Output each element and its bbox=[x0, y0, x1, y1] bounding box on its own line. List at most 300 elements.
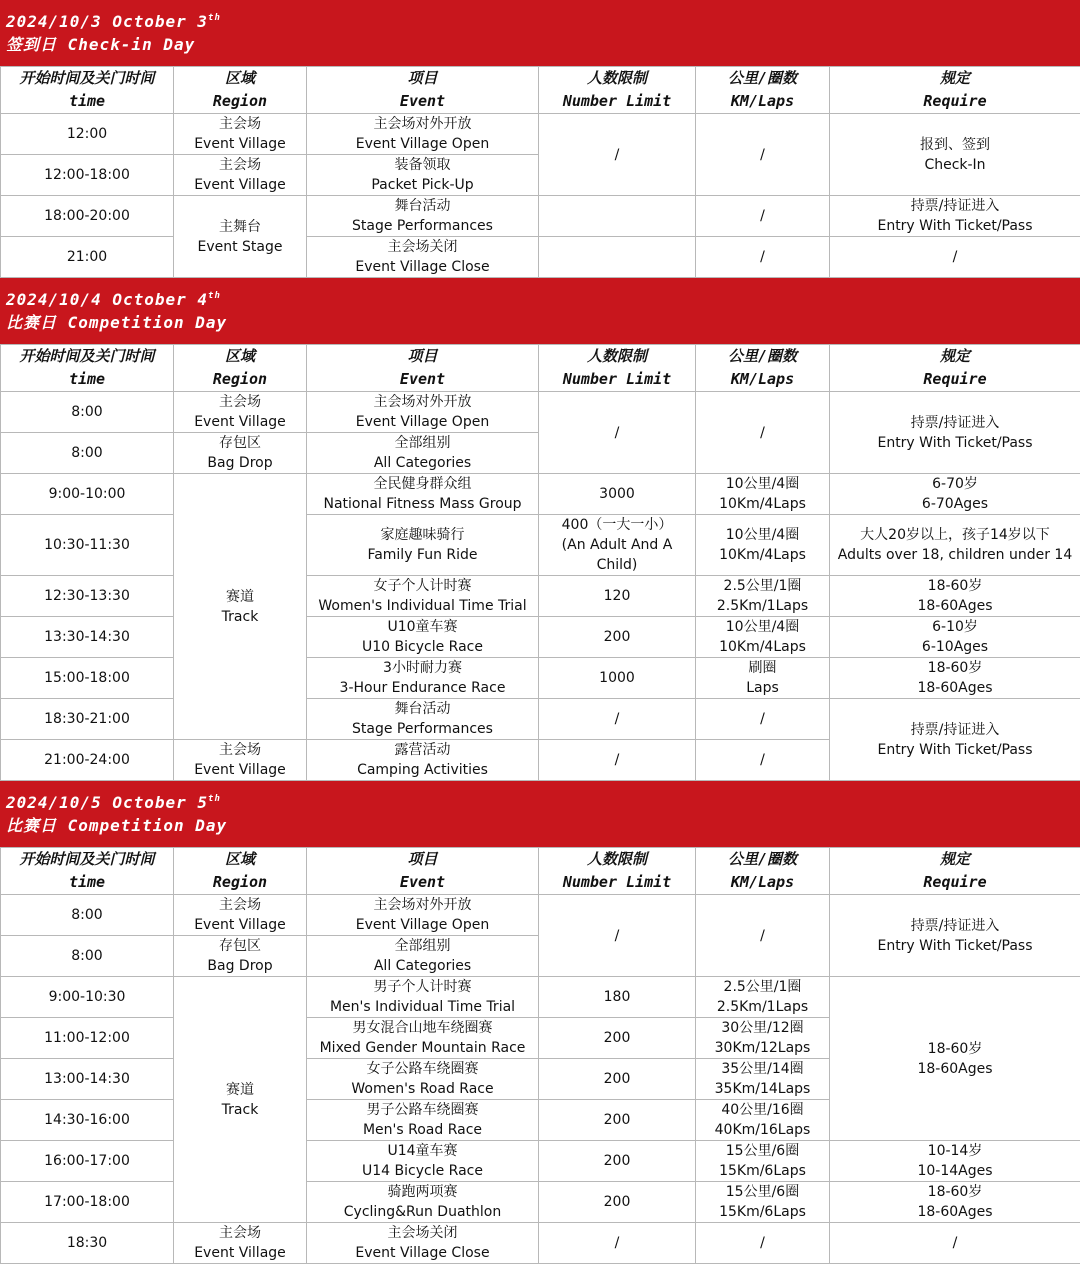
time-cell: 8:00 bbox=[1, 936, 174, 977]
number-limit-cell-line: 1000 bbox=[539, 668, 695, 688]
column-header-zh: 项目 bbox=[307, 345, 538, 368]
event-cell-line: All Categories bbox=[307, 956, 538, 976]
number-limit-cell-line: 200 bbox=[539, 1069, 695, 1089]
number-limit-cell-line: 180 bbox=[539, 987, 695, 1007]
require-cell-line: 持票/持证进入 bbox=[830, 413, 1080, 433]
column-header-zh: 区域 bbox=[174, 345, 306, 368]
km-laps-cell-line: / bbox=[696, 247, 829, 267]
event-cell bbox=[307, 576, 539, 617]
require-cell bbox=[830, 699, 1080, 781]
day-subtitle: 签到日 Check-in Day bbox=[6, 33, 1080, 56]
number-limit-cell bbox=[539, 977, 696, 1018]
number-limit-cell bbox=[539, 895, 696, 977]
column-header-en: Region bbox=[174, 368, 306, 391]
column-header bbox=[830, 345, 1080, 392]
region-cell-line: 存包区 bbox=[174, 936, 306, 956]
region-cell-line: 主会场 bbox=[174, 740, 306, 760]
km-laps-cell bbox=[696, 392, 830, 474]
event-cell-line: 男子个人计时赛 bbox=[307, 977, 538, 997]
region-cell-line: 主会场 bbox=[174, 1223, 306, 1243]
column-header-en: Number Limit bbox=[539, 368, 695, 391]
event-cell bbox=[307, 936, 539, 977]
column-header-en: Event bbox=[307, 90, 538, 113]
require-cell bbox=[830, 895, 1080, 977]
table-row bbox=[1, 977, 1080, 1018]
require-cell-line: 6-70岁 bbox=[830, 474, 1080, 494]
event-cell bbox=[307, 1141, 539, 1182]
column-header-zh: 项目 bbox=[307, 848, 538, 871]
km-laps-cell bbox=[696, 1141, 830, 1182]
time-cell: 13:00-14:30 bbox=[1, 1059, 174, 1100]
event-cell bbox=[307, 515, 539, 576]
region-cell bbox=[174, 1223, 307, 1264]
require-cell-line: 18-60岁 bbox=[830, 576, 1080, 596]
km-laps-cell bbox=[696, 1223, 830, 1264]
number-limit-cell bbox=[539, 1141, 696, 1182]
number-limit-cell bbox=[539, 474, 696, 515]
event-cell-line: Event Village Open bbox=[307, 412, 538, 432]
require-cell bbox=[830, 392, 1080, 474]
region-cell bbox=[174, 196, 307, 278]
column-header-en: Require bbox=[830, 368, 1080, 391]
km-laps-cell bbox=[696, 1018, 830, 1059]
event-cell bbox=[307, 1059, 539, 1100]
require-cell-line: 18-60Ages bbox=[830, 1202, 1080, 1222]
number-limit-cell bbox=[539, 658, 696, 699]
km-laps-cell-line: 2.5Km/1Laps bbox=[696, 596, 829, 616]
table-row bbox=[1, 474, 1080, 515]
header-row bbox=[1, 67, 1080, 114]
km-laps-cell-line: 2.5Km/1Laps bbox=[696, 997, 829, 1017]
km-laps-cell-line: 40公里/16圈 bbox=[696, 1100, 829, 1120]
number-limit-cell-line: 120 bbox=[539, 586, 695, 606]
column-header-zh: 人数限制 bbox=[539, 67, 695, 90]
number-limit-cell-line: (An Adult And A bbox=[539, 535, 695, 555]
require-cell-line: 大人20岁以上，孩子14岁以下 bbox=[830, 525, 1080, 545]
require-cell-line: Adults over 18, children under 14 bbox=[830, 545, 1080, 565]
number-limit-cell-line: / bbox=[539, 423, 695, 443]
event-cell bbox=[307, 658, 539, 699]
time-cell: 8:00 bbox=[1, 433, 174, 474]
event-cell-line: 女子个人计时赛 bbox=[307, 576, 538, 596]
region-cell bbox=[174, 155, 307, 196]
column-header bbox=[174, 67, 307, 114]
event-cell-line: Mixed Gender Mountain Race bbox=[307, 1038, 538, 1058]
km-laps-cell-line: / bbox=[696, 145, 829, 165]
column-header-en: time bbox=[1, 90, 173, 113]
time-cell: 10:30-11:30 bbox=[1, 515, 174, 576]
time-cell: 8:00 bbox=[1, 392, 174, 433]
region-cell bbox=[174, 895, 307, 936]
require-cell-line: Entry With Ticket/Pass bbox=[830, 740, 1080, 760]
number-limit-cell-line: / bbox=[539, 750, 695, 770]
table-row bbox=[1, 1141, 1080, 1182]
event-cell-line: 主会场对外开放 bbox=[307, 114, 538, 134]
column-header-zh: 开始时间及关门时间 bbox=[1, 848, 173, 871]
require-cell-line: / bbox=[830, 247, 1080, 267]
header-row bbox=[1, 848, 1080, 895]
day-section bbox=[0, 781, 1080, 1264]
number-limit-cell bbox=[539, 392, 696, 474]
number-limit-cell bbox=[539, 1223, 696, 1264]
number-limit-cell-line: 200 bbox=[539, 1151, 695, 1171]
number-limit-cell-line: 400（一大一小） bbox=[539, 515, 695, 535]
km-laps-cell-line: / bbox=[696, 206, 829, 226]
event-cell bbox=[307, 392, 539, 433]
time-cell: 13:30-14:30 bbox=[1, 617, 174, 658]
require-cell-line: 6-10岁 bbox=[830, 617, 1080, 637]
require-cell-line: 18-60Ages bbox=[830, 596, 1080, 616]
column-header bbox=[539, 848, 696, 895]
event-cell bbox=[307, 1100, 539, 1141]
event-cell bbox=[307, 114, 539, 155]
region-cell-line: Event Village bbox=[174, 134, 306, 154]
km-laps-cell-line: 2.5公里/1圈 bbox=[696, 576, 829, 596]
day-date bbox=[6, 288, 1080, 311]
column-header-zh: 规定 bbox=[830, 345, 1080, 368]
region-cell-line: Track bbox=[174, 1100, 306, 1120]
event-cell-line: Men's Individual Time Trial bbox=[307, 997, 538, 1017]
event-cell-line: 男女混合山地车绕圈赛 bbox=[307, 1018, 538, 1038]
table-row bbox=[1, 237, 1080, 278]
require-cell-line: 18-60岁 bbox=[830, 1182, 1080, 1202]
require-cell-line: 6-10Ages bbox=[830, 637, 1080, 657]
event-cell bbox=[307, 740, 539, 781]
table-row bbox=[1, 114, 1080, 155]
km-laps-cell bbox=[696, 114, 830, 196]
region-cell-line: 赛道 bbox=[174, 1080, 306, 1100]
require-cell bbox=[830, 474, 1080, 515]
column-header-en: Number Limit bbox=[539, 871, 695, 894]
require-cell bbox=[830, 196, 1080, 237]
km-laps-cell-line: 40Km/16Laps bbox=[696, 1120, 829, 1140]
column-header-en: KM/Laps bbox=[696, 368, 829, 391]
region-cell-line: Bag Drop bbox=[174, 956, 306, 976]
require-cell bbox=[830, 1182, 1080, 1223]
column-header bbox=[174, 848, 307, 895]
column-header bbox=[1, 848, 174, 895]
km-laps-cell-line: Laps bbox=[696, 678, 829, 698]
column-header-en: time bbox=[1, 871, 173, 894]
event-cell-line: 女子公路车绕圈赛 bbox=[307, 1059, 538, 1079]
km-laps-cell bbox=[696, 977, 830, 1018]
require-cell-line: 10-14岁 bbox=[830, 1141, 1080, 1161]
column-header-zh: 区域 bbox=[174, 67, 306, 90]
day-banner bbox=[0, 781, 1080, 847]
event-cell-line: 全部组别 bbox=[307, 433, 538, 453]
schedule-table bbox=[0, 344, 1080, 781]
require-cell-line: 6-70Ages bbox=[830, 494, 1080, 514]
km-laps-cell-line: / bbox=[696, 709, 829, 729]
event-cell-line: Packet Pick-Up bbox=[307, 175, 538, 195]
region-cell-line: 主会场 bbox=[174, 895, 306, 915]
event-cell-line: 全民健身群众组 bbox=[307, 474, 538, 494]
km-laps-cell-line: 10公里/4圈 bbox=[696, 474, 829, 494]
day-date-suffix: th bbox=[208, 794, 221, 804]
require-cell bbox=[830, 1223, 1080, 1264]
event-cell-line: 主会场对外开放 bbox=[307, 392, 538, 412]
day-subtitle: 比赛日 Competition Day bbox=[6, 311, 1080, 334]
km-laps-cell bbox=[696, 617, 830, 658]
day-section bbox=[0, 278, 1080, 781]
region-cell bbox=[174, 936, 307, 977]
column-header bbox=[539, 345, 696, 392]
column-header-en: Event bbox=[307, 368, 538, 391]
event-cell-line: Family Fun Ride bbox=[307, 545, 538, 565]
number-limit-cell bbox=[539, 1018, 696, 1059]
event-cell-line: Stage Performances bbox=[307, 216, 538, 236]
time-cell: 21:00 bbox=[1, 237, 174, 278]
event-cell bbox=[307, 617, 539, 658]
table-row bbox=[1, 895, 1080, 936]
require-cell-line: 持票/持证进入 bbox=[830, 916, 1080, 936]
event-cell-line: All Categories bbox=[307, 453, 538, 473]
number-limit-cell bbox=[539, 740, 696, 781]
km-laps-cell-line: 15公里/6圈 bbox=[696, 1182, 829, 1202]
km-laps-cell bbox=[696, 474, 830, 515]
schedule-table bbox=[0, 66, 1080, 278]
km-laps-cell bbox=[696, 576, 830, 617]
time-cell: 12:00 bbox=[1, 114, 174, 155]
require-cell bbox=[830, 1141, 1080, 1182]
region-cell-line: Event Village bbox=[174, 1243, 306, 1263]
event-cell-line: Women's Individual Time Trial bbox=[307, 596, 538, 616]
table-row bbox=[1, 196, 1080, 237]
region-cell-line: 主会场 bbox=[174, 155, 306, 175]
km-laps-cell-line: / bbox=[696, 926, 829, 946]
require-cell-line: Entry With Ticket/Pass bbox=[830, 936, 1080, 956]
km-laps-cell bbox=[696, 196, 830, 237]
table-row bbox=[1, 699, 1080, 740]
time-cell: 8:00 bbox=[1, 895, 174, 936]
column-header-zh: 公里/圈数 bbox=[696, 67, 829, 90]
km-laps-cell-line: 2.5公里/1圈 bbox=[696, 977, 829, 997]
region-cell-line: Event Village bbox=[174, 760, 306, 780]
number-limit-cell-line: Child) bbox=[539, 555, 695, 575]
time-cell: 18:30-21:00 bbox=[1, 699, 174, 740]
time-cell: 11:00-12:00 bbox=[1, 1018, 174, 1059]
km-laps-cell-line: 10公里/4圈 bbox=[696, 525, 829, 545]
column-header-zh: 项目 bbox=[307, 67, 538, 90]
km-laps-cell-line: / bbox=[696, 423, 829, 443]
column-header bbox=[307, 848, 539, 895]
time-cell: 14:30-16:00 bbox=[1, 1100, 174, 1141]
km-laps-cell-line: 15Km/6Laps bbox=[696, 1161, 829, 1181]
require-cell bbox=[830, 114, 1080, 196]
event-cell-line: U14童车赛 bbox=[307, 1141, 538, 1161]
km-laps-cell-line: / bbox=[696, 1233, 829, 1253]
number-limit-cell bbox=[539, 237, 696, 278]
column-header bbox=[1, 67, 174, 114]
event-cell-line: 骑跑两项赛 bbox=[307, 1182, 538, 1202]
event-cell-line: 主会场对外开放 bbox=[307, 895, 538, 915]
column-header bbox=[539, 67, 696, 114]
number-limit-cell bbox=[539, 699, 696, 740]
region-cell-line: 赛道 bbox=[174, 587, 306, 607]
column-header-en: Require bbox=[830, 90, 1080, 113]
event-cell-line: 家庭趣味骑行 bbox=[307, 525, 538, 545]
event-cell bbox=[307, 155, 539, 196]
column-header-en: Require bbox=[830, 871, 1080, 894]
column-header-zh: 规定 bbox=[830, 67, 1080, 90]
event-cell-line: 装备领取 bbox=[307, 155, 538, 175]
column-header-en: time bbox=[1, 368, 173, 391]
region-cell bbox=[174, 392, 307, 433]
table-row bbox=[1, 1223, 1080, 1264]
region-cell-line: Event Village bbox=[174, 915, 306, 935]
number-limit-cell bbox=[539, 196, 696, 237]
event-cell-line: Cycling&Run Duathlon bbox=[307, 1202, 538, 1222]
event-cell bbox=[307, 1223, 539, 1264]
table-row bbox=[1, 515, 1080, 576]
table-row bbox=[1, 392, 1080, 433]
column-header-en: Event bbox=[307, 871, 538, 894]
time-cell: 21:00-24:00 bbox=[1, 740, 174, 781]
km-laps-cell bbox=[696, 1100, 830, 1141]
require-cell-line: 18-60Ages bbox=[830, 678, 1080, 698]
km-laps-cell-line: 10Km/4Laps bbox=[696, 545, 829, 565]
km-laps-cell bbox=[696, 895, 830, 977]
event-cell bbox=[307, 237, 539, 278]
column-header bbox=[174, 345, 307, 392]
event-cell bbox=[307, 433, 539, 474]
require-cell bbox=[830, 237, 1080, 278]
day-subtitle: 比赛日 Competition Day bbox=[6, 814, 1080, 837]
column-header bbox=[1, 345, 174, 392]
time-cell: 12:30-13:30 bbox=[1, 576, 174, 617]
column-header-zh: 公里/圈数 bbox=[696, 848, 829, 871]
number-limit-cell-line: 3000 bbox=[539, 484, 695, 504]
km-laps-cell bbox=[696, 1182, 830, 1223]
region-cell-line: 主舞台 bbox=[174, 217, 306, 237]
region-cell-line: 存包区 bbox=[174, 433, 306, 453]
event-cell-line: 主会场关闭 bbox=[307, 1223, 538, 1243]
require-cell bbox=[830, 617, 1080, 658]
day-date-suffix: th bbox=[208, 291, 221, 301]
region-cell bbox=[174, 474, 307, 740]
km-laps-cell-line: 10Km/4Laps bbox=[696, 494, 829, 514]
table-row bbox=[1, 658, 1080, 699]
number-limit-cell bbox=[539, 576, 696, 617]
day-date-text: 2024/10/3 October 3 bbox=[6, 12, 208, 31]
event-cell-line: U14 Bicycle Race bbox=[307, 1161, 538, 1181]
require-cell-line: 18-60岁 bbox=[830, 1039, 1080, 1059]
column-header-en: KM/Laps bbox=[696, 871, 829, 894]
km-laps-cell bbox=[696, 1059, 830, 1100]
event-cell-line: Event Village Close bbox=[307, 1243, 538, 1263]
number-limit-cell bbox=[539, 1059, 696, 1100]
number-limit-cell bbox=[539, 1100, 696, 1141]
km-laps-cell-line: 30Km/12Laps bbox=[696, 1038, 829, 1058]
number-limit-cell-line: / bbox=[539, 926, 695, 946]
event-cell-line: Camping Activities bbox=[307, 760, 538, 780]
event-cell-line: U10 Bicycle Race bbox=[307, 637, 538, 657]
require-cell bbox=[830, 977, 1080, 1141]
require-cell-line: 18-60岁 bbox=[830, 658, 1080, 678]
number-limit-cell-line: 200 bbox=[539, 1110, 695, 1130]
region-cell bbox=[174, 977, 307, 1223]
table-row bbox=[1, 1182, 1080, 1223]
column-header-zh: 开始时间及关门时间 bbox=[1, 67, 173, 90]
region-cell bbox=[174, 114, 307, 155]
day-banner bbox=[0, 0, 1080, 66]
require-cell-line: 10-14Ages bbox=[830, 1161, 1080, 1181]
column-header-en: KM/Laps bbox=[696, 90, 829, 113]
region-cell-line: Event Village bbox=[174, 175, 306, 195]
column-header bbox=[696, 345, 830, 392]
event-cell-line: Event Village Open bbox=[307, 134, 538, 154]
number-limit-cell bbox=[539, 1182, 696, 1223]
column-header bbox=[696, 67, 830, 114]
require-cell-line: 持票/持证进入 bbox=[830, 196, 1080, 216]
event-cell bbox=[307, 474, 539, 515]
column-header bbox=[307, 345, 539, 392]
time-cell: 9:00-10:00 bbox=[1, 474, 174, 515]
day-date-text: 2024/10/4 October 4 bbox=[6, 290, 208, 309]
event-cell bbox=[307, 1182, 539, 1223]
event-cell-line: Stage Performances bbox=[307, 719, 538, 739]
column-header bbox=[307, 67, 539, 114]
region-cell-line: 主会场 bbox=[174, 114, 306, 134]
number-limit-cell-line: 200 bbox=[539, 1192, 695, 1212]
column-header-en: Region bbox=[174, 90, 306, 113]
require-cell-line: Entry With Ticket/Pass bbox=[830, 433, 1080, 453]
event-cell bbox=[307, 977, 539, 1018]
km-laps-cell bbox=[696, 237, 830, 278]
require-cell bbox=[830, 658, 1080, 699]
km-laps-cell-line: 15公里/6圈 bbox=[696, 1141, 829, 1161]
day-banner bbox=[0, 278, 1080, 344]
event-cell bbox=[307, 196, 539, 237]
time-cell: 17:00-18:00 bbox=[1, 1182, 174, 1223]
time-cell: 16:00-17:00 bbox=[1, 1141, 174, 1182]
require-cell bbox=[830, 576, 1080, 617]
event-cell bbox=[307, 699, 539, 740]
number-limit-cell-line: / bbox=[539, 145, 695, 165]
event-cell-line: 3-Hour Endurance Race bbox=[307, 678, 538, 698]
km-laps-cell-line: 35公里/14圈 bbox=[696, 1059, 829, 1079]
event-cell-line: 3小时耐力赛 bbox=[307, 658, 538, 678]
km-laps-cell bbox=[696, 740, 830, 781]
require-cell-line: 18-60Ages bbox=[830, 1059, 1080, 1079]
column-header-en: Number Limit bbox=[539, 90, 695, 113]
column-header-zh: 人数限制 bbox=[539, 848, 695, 871]
require-cell-line: 报到、签到 bbox=[830, 135, 1080, 155]
event-cell-line: Men's Road Race bbox=[307, 1120, 538, 1140]
time-cell: 15:00-18:00 bbox=[1, 658, 174, 699]
region-cell bbox=[174, 433, 307, 474]
km-laps-cell-line: 10公里/4圈 bbox=[696, 617, 829, 637]
km-laps-cell bbox=[696, 515, 830, 576]
require-cell-line: / bbox=[830, 1233, 1080, 1253]
km-laps-cell-line: 15Km/6Laps bbox=[696, 1202, 829, 1222]
region-cell-line: Track bbox=[174, 607, 306, 627]
number-limit-cell bbox=[539, 114, 696, 196]
column-header bbox=[696, 848, 830, 895]
km-laps-cell-line: 刷圈 bbox=[696, 658, 829, 678]
event-cell-line: Event Village Open bbox=[307, 915, 538, 935]
require-cell-line: Entry With Ticket/Pass bbox=[830, 216, 1080, 236]
column-header-zh: 公里/圈数 bbox=[696, 345, 829, 368]
number-limit-cell-line: 200 bbox=[539, 627, 695, 647]
column-header bbox=[830, 848, 1080, 895]
day-section bbox=[0, 0, 1080, 278]
table-row bbox=[1, 576, 1080, 617]
event-cell-line: 全部组别 bbox=[307, 936, 538, 956]
time-cell: 9:00-10:30 bbox=[1, 977, 174, 1018]
number-limit-cell-line: / bbox=[539, 1233, 695, 1253]
region-cell-line: 主会场 bbox=[174, 392, 306, 412]
